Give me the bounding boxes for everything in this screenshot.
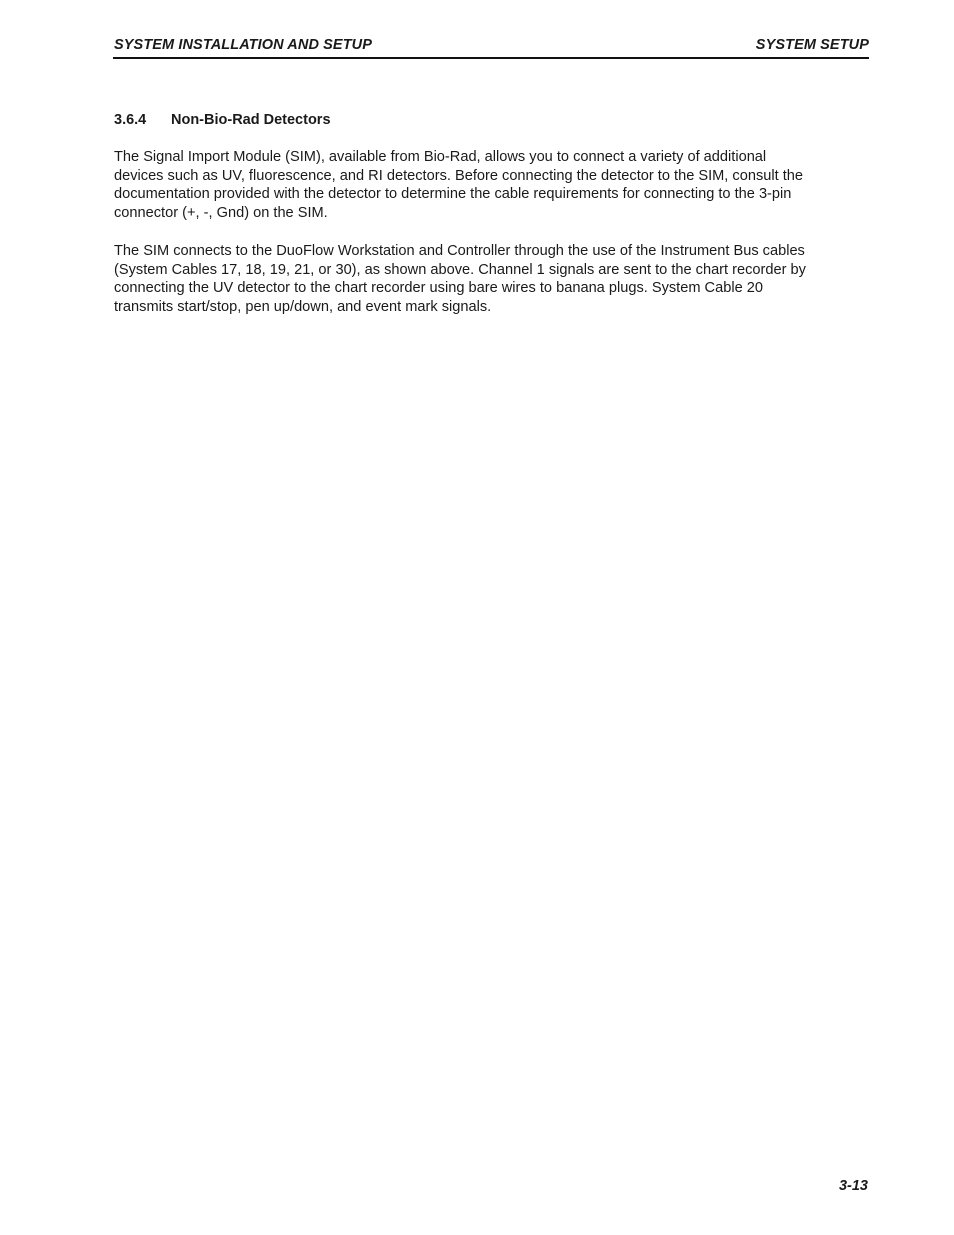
page-header: [113, 37, 869, 59]
paragraph-line: The Signal Import Module (SIM), available from Bio-Rad, allows you to connect a variety of additional: [114, 149, 767, 165]
section-title: Non-Bio-Rad Detectors: [171, 112, 331, 128]
section-number: 3.6.4: [114, 112, 147, 128]
paragraph-line: connector (+, -, Gnd) on the SIM.: [114, 205, 328, 222]
section-heading: [114, 111, 331, 129]
paragraph-line: The SIM connects to the DuoFlow Workstation and Controller through the use of the Instrument Bus cables: [114, 243, 805, 259]
paragraph-line: devices such as UV, fluorescence, and RI detectors. Before connecting the detector to the SIM, consult the: [114, 167, 803, 184]
header-chapter-title: SYSTEM INSTALLATION AND SETUP: [114, 37, 372, 53]
paragraph-line: transmits start/stop, pen up/down, and event mark signals.: [114, 299, 492, 316]
paragraph-line: (System Cables 17, 18, 19, 21, or 30), as shown above. Channel 1 signals are sent to the chart recorder by: [114, 261, 806, 278]
paragraph-line: documentation provided with the detector to determine the cable requirements for connecting to the 3-pin: [114, 186, 792, 203]
page-number: 3-13: [838, 1178, 868, 1194]
body-paragraph-2: [114, 242, 874, 317]
paragraph-line: connecting the UV detector to the chart recorder using bare wires to banana plugs. System Cable 20: [114, 280, 763, 297]
header-section-title: SYSTEM SETUP: [755, 37, 869, 53]
body-paragraph-1: [114, 148, 874, 223]
